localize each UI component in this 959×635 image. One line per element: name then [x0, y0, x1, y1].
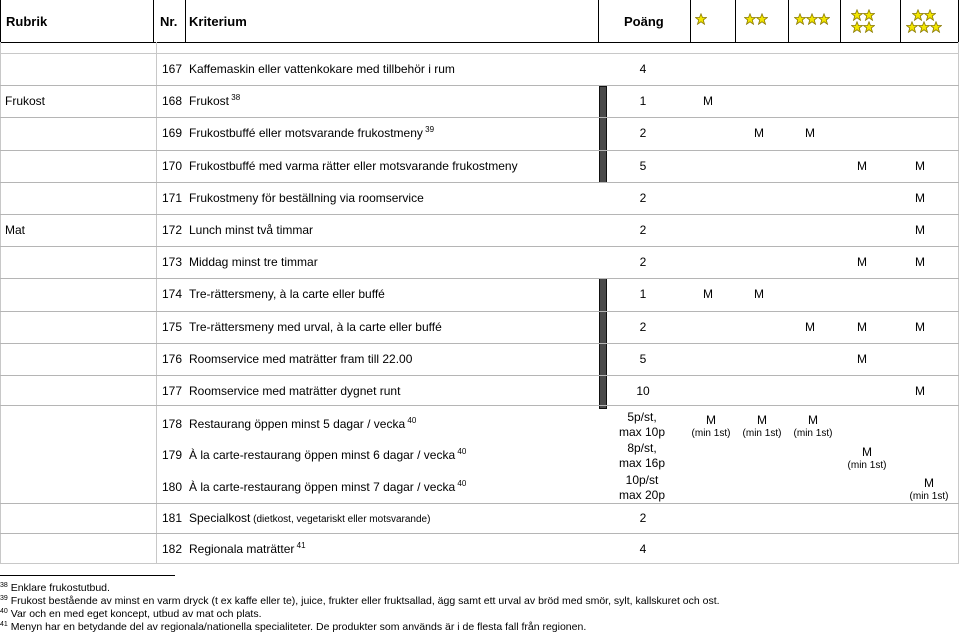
points-value: 4: [639, 62, 647, 76]
mandatory-mark-5: M: [924, 476, 934, 490]
header-poang: Poäng: [624, 14, 664, 29]
row-number: 174: [162, 287, 183, 301]
footnote-39: $^{39}$ Frukost bestående av minst en varm dryck (t ex kaffe eller te), juice, frukter eller fruktsallad, ägg samt ett urval av bröd med smör, sylt, kallskuret och ost.: [0, 595, 720, 607]
mandatory-mark-3: M: [805, 320, 815, 334]
mandatory-mark-5: M: [915, 159, 925, 173]
mandatory-mark-5: M: [915, 320, 925, 334]
row-divider: [0, 503, 959, 504]
header-kriterium: Kriterium: [189, 14, 247, 29]
points-value: max 10p: [618, 425, 666, 439]
min-count-label: (min 1st): [909, 491, 949, 502]
star-3-icon: [794, 13, 830, 25]
row-divider: [0, 311, 959, 312]
footnote-40: $^{40}$ Var och en med eget koncept, utbud av mat och plats.: [0, 608, 262, 620]
criterion-text: Roomservice med maträtter fram till 22.00: [189, 352, 413, 366]
mandatory-mark-5: M: [915, 223, 925, 237]
header-nr: Nr.: [160, 14, 178, 29]
mandatory-mark-2: M: [754, 126, 764, 140]
row-divider: [0, 150, 959, 151]
mandatory-mark-5: M: [915, 255, 925, 269]
points-value: 1: [639, 94, 647, 108]
row-number: 177: [162, 384, 183, 398]
row-divider: [0, 563, 959, 564]
criterion-text: Specialkost (dietkost, vegetariskt eller motsvarande): [189, 511, 431, 525]
points-value: 10: [636, 384, 650, 398]
row-number: 168: [162, 94, 183, 108]
row-divider: [0, 214, 959, 215]
points-value: 2: [639, 255, 647, 269]
points-value: max 20p: [618, 488, 666, 502]
criterion-text: Kaffemaskin eller vattenkokare med tillbehör i rum: [189, 62, 455, 76]
mandatory-mark-5: M: [915, 384, 925, 398]
mandatory-mark-4: M: [862, 445, 872, 459]
footnote-38: $^{38}$ Enklare frukostutbud.: [0, 582, 110, 594]
points-value: 2: [639, 191, 647, 205]
mandatory-mark-1: M: [706, 413, 716, 427]
min-count-label: (min 1st): [793, 428, 833, 439]
row-divider: [0, 343, 959, 344]
points-value: 2: [639, 223, 647, 237]
criterion-text: Roomservice med maträtter dygnet runt: [189, 384, 401, 398]
mandatory-mark-4: M: [857, 159, 867, 173]
points-value: 10p/st: [625, 473, 659, 487]
row-divider: [0, 278, 959, 279]
criterion-text: Middag minst tre timmar: [189, 255, 318, 269]
row-divider: [0, 405, 959, 406]
criterion-text: Frukostmeny för beställning via roomservice: [189, 191, 424, 205]
mandatory-mark-1: M: [703, 287, 713, 301]
row-divider: [0, 182, 959, 183]
min-count-label: (min 1st): [847, 460, 887, 471]
mandatory-mark-2: M: [754, 287, 764, 301]
table-header: [0, 0, 959, 43]
mandatory-mark-4: M: [857, 255, 867, 269]
points-value: 5: [639, 352, 647, 366]
points-value: 5p/st,: [627, 410, 657, 424]
row-number: 172: [162, 223, 183, 237]
row-divider: [0, 533, 959, 534]
mandatory-mark-4: M: [857, 352, 867, 366]
row-number: 182: [162, 542, 183, 556]
row-number: 169: [162, 126, 183, 140]
min-count-label: (min 1st): [691, 428, 731, 439]
row-divider: [0, 375, 959, 376]
criterion-text: À la carte-restaurang öppen minst 6 dagar / vecka $^{40}$: [189, 447, 467, 462]
row-divider: [0, 53, 959, 54]
mandatory-mark-1: M: [703, 94, 713, 108]
points-value: 2: [639, 320, 647, 334]
criterion-text: Tre-rättersmeny, à la carte eller buffé: [189, 287, 385, 301]
points-value: 2: [639, 511, 647, 525]
row-number: 179: [162, 448, 183, 462]
row-number: 181: [162, 511, 183, 525]
row-number: 173: [162, 255, 183, 269]
row-number: 167: [162, 62, 183, 76]
criterion-text: Frukostbuffé med varma rätter eller motsvarande frukostmeny: [189, 159, 518, 173]
points-value: max 16p: [618, 456, 666, 470]
mandatory-mark-4: M: [857, 320, 867, 334]
points-value: 4: [639, 542, 647, 556]
min-count-label: (min 1st): [742, 428, 782, 439]
criterion-text: Restaurang öppen minst 5 dagar / vecka $^{40}$: [189, 416, 417, 431]
row-divider: [0, 85, 959, 86]
criterion-text: Lunch minst två timmar: [189, 223, 314, 237]
points-value: 2: [639, 126, 647, 140]
criterion-text: Tre-rättersmeny med urval, à la carte eller buffé: [189, 320, 442, 334]
footnote-ref: 38: [229, 93, 241, 102]
row-number: 175: [162, 320, 183, 334]
star-5-icon: [906, 9, 942, 33]
criterion-text: Frukost $^{38}$: [189, 93, 241, 108]
points-value: 1: [639, 287, 647, 301]
mandatory-mark-3: M: [805, 126, 815, 140]
row-number: 171: [162, 191, 183, 205]
header-rubrik: Rubrik: [6, 14, 48, 29]
rubrik-label: Mat: [5, 223, 26, 237]
row-divider: [0, 246, 959, 247]
row-divider: [0, 117, 959, 118]
star-1-icon: [695, 13, 707, 25]
footnote-ref: 39: [422, 125, 435, 134]
row-number: 180: [162, 480, 183, 494]
mandatory-mark-2: M: [757, 413, 767, 427]
mandatory-mark-3: M: [808, 413, 818, 427]
rubrik-label: Frukost: [5, 94, 46, 108]
star-2-icon: [744, 13, 768, 25]
points-bar: [599, 86, 607, 183]
star-4-icon: [851, 9, 875, 33]
footnote-41: $^{41}$ Menyn har en betydande del av regionala/nationella specialiteter. De produkter som används är i de flesta fall från regionen.: [0, 621, 587, 633]
points-value: 8p/st,: [627, 441, 657, 455]
row-number: 170: [162, 159, 183, 173]
criterion-text: Frukostbuffé eller motsvarande frukostmeny $^{39}$: [189, 125, 435, 140]
points-value: 5: [639, 159, 647, 173]
criterion-text: À la carte-restaurang öppen minst 7 dagar / vecka $^{40}$: [189, 479, 467, 494]
row-number: 178: [162, 417, 183, 431]
row-number: 176: [162, 352, 183, 366]
footnote-divider: [0, 575, 175, 576]
criterion-text: Regionala maträtter $^{41}$: [189, 541, 306, 556]
mandatory-mark-5: M: [915, 191, 925, 205]
